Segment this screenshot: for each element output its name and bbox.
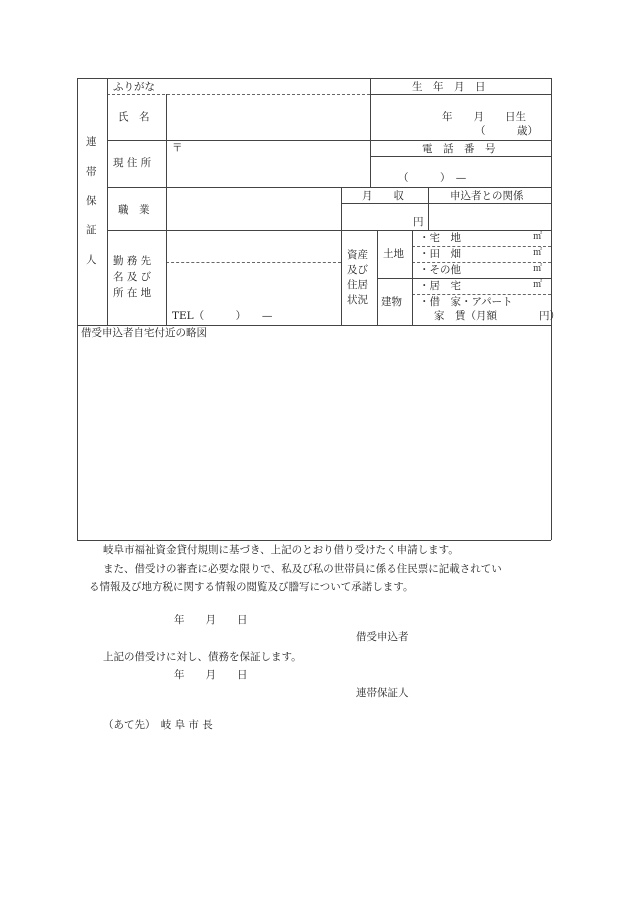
building-item-house: ・居 宅 bbox=[419, 280, 461, 292]
phone-header-line bbox=[370, 156, 551, 157]
side-label-char-2: 帯 bbox=[86, 166, 97, 178]
unit-sqm-2: ㎡ bbox=[533, 248, 543, 258]
side-label-char-5: 人 bbox=[86, 254, 97, 266]
guarantor-label: 連帯保証人 bbox=[356, 687, 409, 699]
income-yen: 円 bbox=[413, 216, 424, 228]
furigana-divider bbox=[107, 94, 370, 95]
address-label: 現 住 所 bbox=[113, 157, 152, 169]
address-row-bottom bbox=[107, 187, 551, 188]
income-header-line bbox=[341, 203, 551, 204]
assets-label-4: 状況 bbox=[347, 294, 368, 306]
side-label-divider bbox=[107, 78, 108, 325]
postal-mark: 〒 bbox=[172, 142, 183, 154]
map-label: 借受申込者自宅付近の略図 bbox=[81, 327, 207, 339]
land-item-divider-1 bbox=[412, 246, 551, 247]
table-top-border bbox=[77, 78, 551, 79]
furigana-label: ふりがな bbox=[113, 81, 155, 93]
application-date: 年 月 日 bbox=[174, 614, 248, 626]
building-label: 建物 bbox=[381, 296, 402, 308]
income-left-divider bbox=[341, 187, 342, 325]
table-right-border bbox=[551, 78, 552, 540]
side-label-char-3: 保 bbox=[86, 195, 97, 207]
items-divider bbox=[412, 230, 413, 325]
name-label: 氏 名 bbox=[118, 111, 150, 123]
land-item-residential: ・宅 地 bbox=[419, 232, 461, 244]
phone-value: （ ） — bbox=[398, 172, 467, 184]
side-label-char-1: 連 bbox=[86, 136, 97, 148]
occupation-row-bottom bbox=[107, 230, 551, 231]
applicant-label: 借受申込者 bbox=[356, 631, 409, 643]
unit-sqm-4: ㎡ bbox=[533, 280, 543, 290]
land-item-farmland: ・田 畑 bbox=[419, 248, 461, 260]
relation-header: 申込者との関係 bbox=[450, 190, 524, 202]
age-value: （ 歳） bbox=[475, 125, 538, 137]
income-header: 月 収 bbox=[362, 190, 404, 202]
work-tel-label: TEL（ ） — bbox=[172, 310, 273, 322]
unit-sqm-3: ㎡ bbox=[533, 264, 543, 274]
assets-label-3: 住居 bbox=[347, 279, 368, 291]
phone-header: 電 話 番 号 bbox=[422, 143, 496, 155]
map-area[interactable] bbox=[77, 325, 551, 540]
rent-value: 家 賃（月額 円） bbox=[434, 310, 560, 322]
birth-header-line bbox=[370, 94, 551, 95]
statement-paragraph-1: 岐阜市福祉資金貸付規則に基づき、上記のとおり借り受けたく申請します。 bbox=[103, 544, 459, 556]
building-item-divider bbox=[412, 294, 551, 295]
workplace-label-3: 所 在 地 bbox=[113, 287, 152, 299]
occupation-label: 職 業 bbox=[118, 204, 150, 216]
label-column-divider bbox=[166, 94, 167, 325]
birth-phone-divider bbox=[370, 78, 371, 187]
unit-sqm-1: ㎡ bbox=[533, 232, 543, 242]
birth-header: 生 年 月 日 bbox=[412, 81, 486, 93]
land-building-divider bbox=[377, 278, 551, 279]
building-item-rental: ・借 家・アパート bbox=[419, 296, 513, 308]
map-bottom-border bbox=[77, 540, 551, 541]
side-label-char-4: 証 bbox=[86, 224, 97, 236]
workplace-divider bbox=[166, 262, 341, 263]
statement-paragraph-2b: る情報及び地方税に関する情報の閲覧及び謄写について承諾します。 bbox=[89, 581, 414, 593]
statement-paragraph-2a: また、借受けの審査に必要な限りで、私及び私の世帯員に係る住民票に記載されてい bbox=[103, 563, 502, 575]
land-label: 土地 bbox=[383, 248, 404, 260]
guarantee-statement: 上記の借受けに対し、債務を保証します。 bbox=[103, 651, 302, 663]
workplace-label-2: 名 及 び bbox=[113, 271, 152, 283]
land-item-other: ・その他 bbox=[419, 264, 461, 276]
assets-divider bbox=[377, 230, 378, 325]
guarantee-date: 年 月 日 bbox=[174, 669, 248, 681]
assets-label-1: 資産 bbox=[347, 249, 368, 261]
income-relation-divider bbox=[428, 187, 429, 230]
name-row-bottom bbox=[107, 140, 551, 141]
workplace-label-1: 勤 務 先 bbox=[113, 255, 152, 267]
land-item-divider-2 bbox=[412, 262, 551, 263]
assets-label-2: 及び bbox=[347, 264, 368, 276]
addressee: （あて先） 岐 阜 市 長 bbox=[103, 719, 213, 731]
birth-value: 年 月 日生 bbox=[442, 111, 526, 123]
